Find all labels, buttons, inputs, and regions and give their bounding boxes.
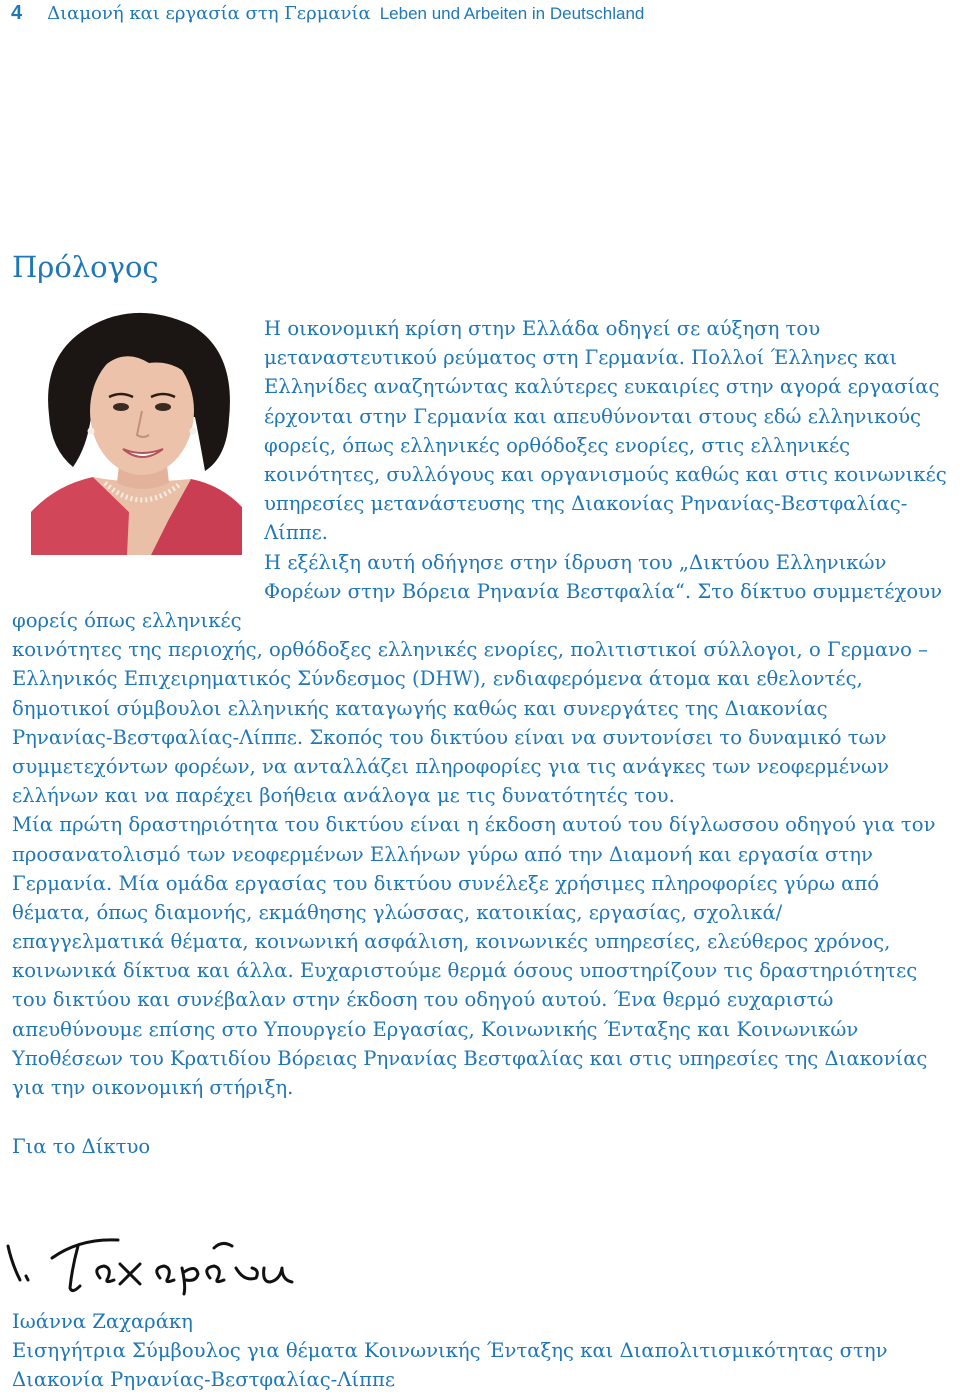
signer-role-line: Διακονία Ρηνανίας-Βεστφαλίας-Λίππε: [12, 1368, 396, 1392]
text-line: δημοτικοί σύμβουλοι ελληνικής καταγωγής καθώς και συνεργάτες της Διακονίας: [12, 696, 828, 720]
text-line: μεταναστευτικού ρεύματος στη Γερμανία. Πολλοί Έλληνες και: [264, 346, 898, 370]
text-line: Η οικονομική κρίση στην Ελλάδα οδηγεί σε αύξηση του: [264, 317, 821, 340]
text-line: φορείς όπως ελληνικές: [12, 609, 242, 632]
text-line: Υποθέσεων του Κρατιδίου Βόρειας Ρηνανίας Βεστφαλίας και στις υπηρεσίες της Διακονίας: [12, 1046, 928, 1070]
header-title-german: Leben und Arbeiten in Deutschland: [379, 4, 645, 23]
text-line: Φορέων στην Βόρεια Ρηνανία Βεστφαλία“. Στο δίκτυο συμμετέχουν: [264, 579, 942, 603]
text-line: έρχονται στην Γερμανία και απευθύνονται στους εδώ ελληνικούς: [264, 404, 922, 428]
text-line: υπηρεσίες μετανάστευσης της Διακονίας Ρηνανίας-Βεστφαλίας-: [264, 492, 908, 516]
text-line: ελλήνων και να παρέχει βοήθεια ανάλογα με τις δυνατότητές του.: [12, 784, 675, 808]
text-line: για την οικονομική στήριξη.: [12, 1076, 294, 1099]
text-line: Ελληνίδες αναζητώντας καλύτερες ευκαιρίες στην αγορά εργασίας: [264, 375, 940, 399]
page-number: 4: [11, 2, 23, 24]
running-header: [0, 2, 644, 32]
text-line: Η εξέλιξη αυτή οδήγησε στην ίδρυση του „Δικτύου Ελληνικών: [264, 550, 887, 574]
text-line: απευθύνουμε επίσης στο Υπουργείο Εργασίας, Κοινωνικής Ένταξης και Κοινωνικών: [12, 1017, 859, 1041]
text-line: φορείς, όπως ελληνικές ορθόδοξες ενορίες, στις ελληνικές: [264, 433, 851, 457]
text-line: προσανατολισμό των νεοφερμένων Ελλήνων γύρω από την Διαμονή και εργασία στην: [12, 842, 873, 866]
portrait-photo: [31, 307, 242, 555]
header-title-greek: Διαμονή και εργασία στη Γερμανία: [47, 3, 371, 24]
author-portrait: [31, 307, 242, 555]
signer-name: Ιωάννα Ζαχαράκη: [12, 1310, 193, 1333]
handwritten-signature: [0, 1228, 310, 1298]
text-line: του δικτύου και συνέβαλαν στην έκδοση του οδηγού αυτού. Ένα θερμό ευχαριστώ: [12, 988, 834, 1012]
text-line: κοινότητες, συλλόγους και οργανισμούς καθώς και στις κοινωνικές: [264, 462, 947, 486]
text-line: κοινότητες της περιοχής, ορθόδοξες ελληνικές ενορίες, πολιτιστικοί σύλλογοι, ο Γερμανο –: [12, 638, 928, 662]
intro-paragraph: [264, 314, 947, 606]
body-paragraph: [12, 606, 935, 1102]
text-line: Ελληνικός Επιχειρηματικός Σύνδεσμος (DHW), ενδιαφερόμενα άτομα και εθελοντές,: [12, 667, 863, 691]
closing-text: Για το Δίκτυο: [12, 1135, 151, 1158]
closing-line: [12, 1132, 150, 1161]
section-title: Πρόλογος: [12, 250, 159, 284]
text-line: Μία πρώτη δραστηριότητα του δικτύου είναι η έκδοση αυτού του δίγλωσσου οδηγού για τον: [12, 813, 936, 837]
text-line: κοινωνικά δίκτυα και άλλα. Ευχαριστούμε θερμά όσους υποστηρίζουν τις δραστηριότητες: [12, 959, 918, 983]
text-line: Λίππε.: [264, 521, 328, 545]
signer-role-line: Εισηγήτρια Σύμβουλος για θέματα Κοινωνικής Ένταξης και Διαπολιτισμικότητας στην: [12, 1339, 888, 1363]
text-line: θέματα, όπως διαμονής, εκμάθησης γλώσσας, κατοικίας, εργασίας, σχολικά/: [12, 900, 783, 924]
text-line: Γερμανία. Μία ομάδα εργασίας του δικτύου συνέλεξε χρήσιμες πληροφορίες γύρω από: [12, 871, 880, 895]
signer-block: [12, 1307, 888, 1395]
text-line: επαγγελματικά θέματα, κοινωνική ασφάλιση, κοινωνικές υπηρεσίες, ελεύθερος χρόνος,: [12, 930, 891, 954]
text-line: συμμετεχόντων φορέων, να ανταλλάζει πληροφορίες για τις ανάγκες των νεοφερμένων: [12, 754, 889, 778]
text-line: Ρηνανίας-Βεστφαλίας-Λίππε. Σκοπός του δικτύου είναι να συντονίσει το δυναμικό των: [12, 725, 887, 749]
